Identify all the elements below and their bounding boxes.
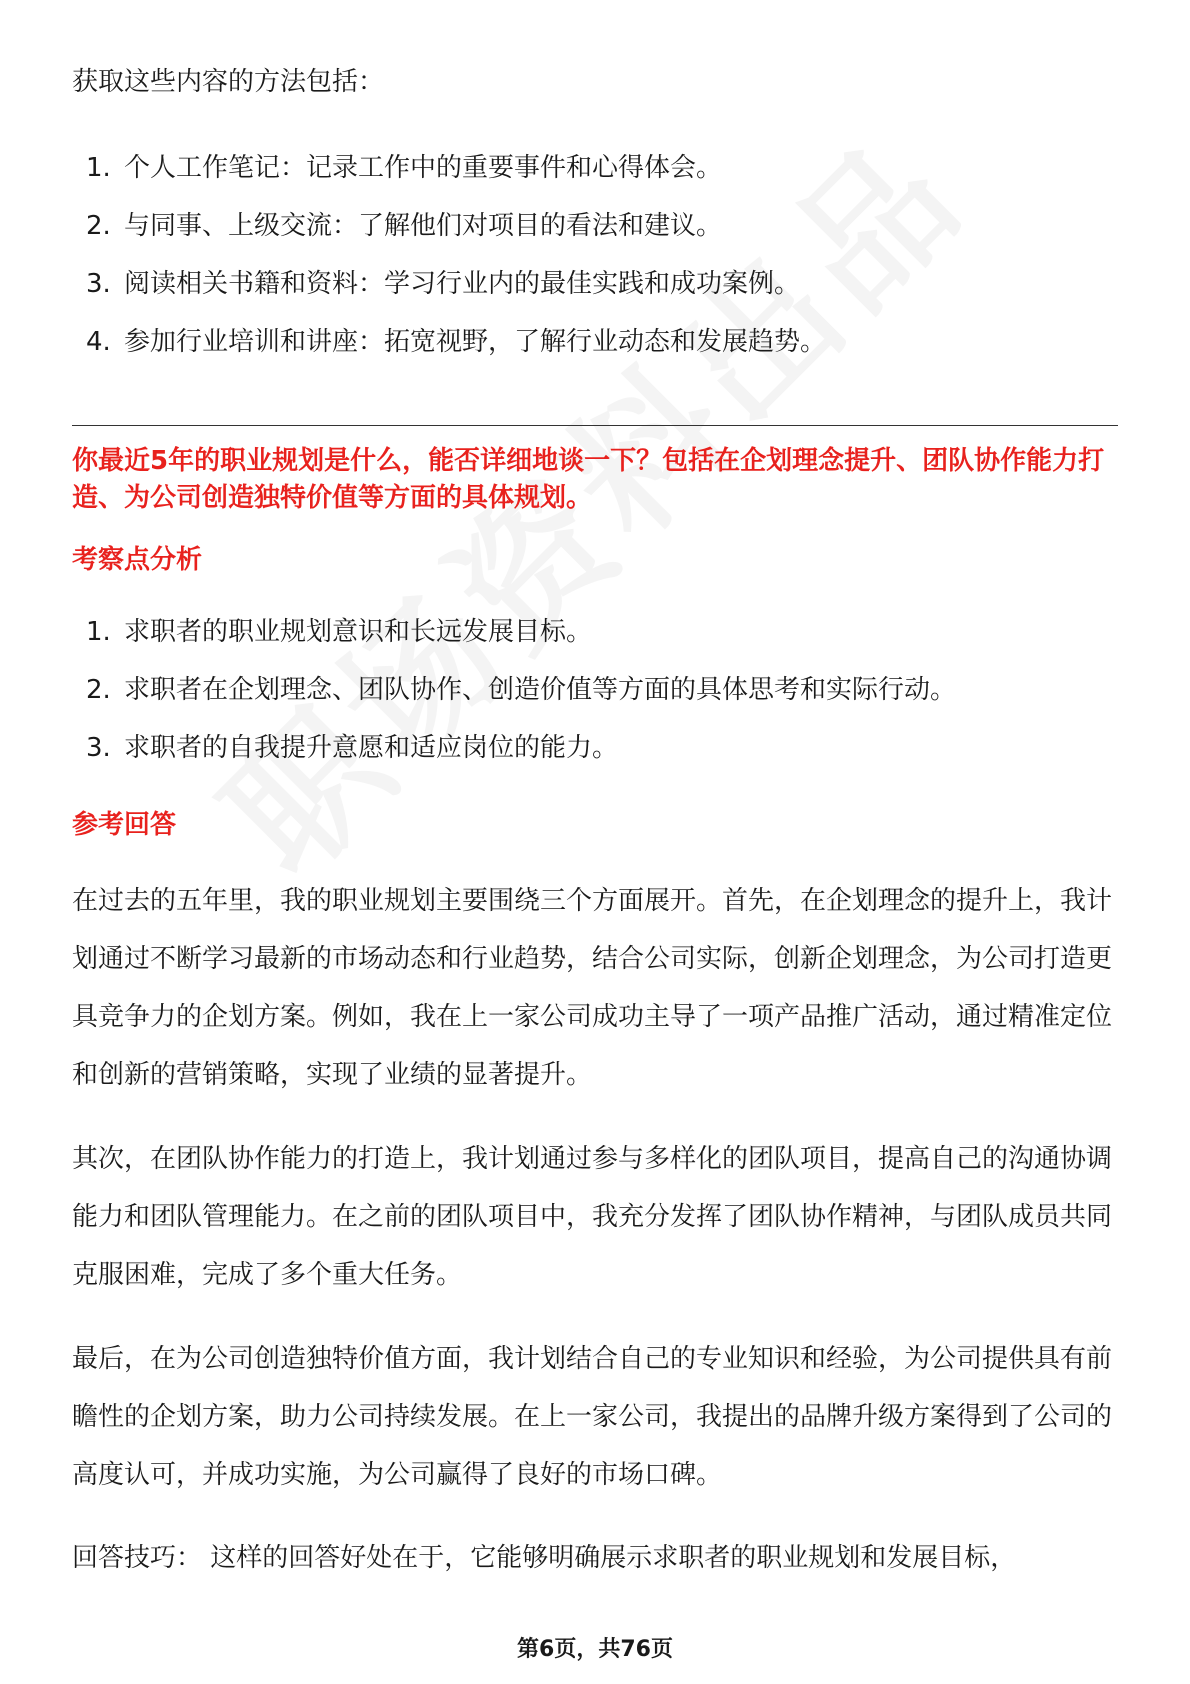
list-item [72, 322, 1118, 380]
page-footer: 第6页，共76页 [517, 1637, 673, 1662]
list-number: 2. [86, 675, 111, 705]
answer-paragraph: 其次，在团队协作能力的打造上，我计划通过参与多样化的团队项目，提高自己的沟通协调能力和团队管理能力。在之前的团队项目中，我充分发挥了团队协作精神，与团队成员共同克服困难，完成了多个重大任务。 [72, 1144, 1113, 1290]
answer-paragraph: 最后，在为公司创造独特价值方面，我计划结合自己的专业知识和经验，为公司提供具有前瞻性的企划方案，助力公司持续发展。在上一家公司，我提出的品牌升级方案得到了公司的高度认可，并成功实施，为公司赢得了良好的市场口碑。 [72, 1344, 1113, 1490]
analysis-list [72, 612, 1118, 786]
intro-text: 获取这些内容的方法包括： [72, 67, 385, 97]
methods-list [72, 148, 1118, 380]
list-text: 与同事、上级交流：了解他们对项目的看法和建议。 [124, 211, 723, 241]
list-item [72, 264, 1118, 322]
analysis-heading: 考察点分析 [72, 545, 203, 575]
document-page [72, 0, 1118, 1684]
list-item [72, 612, 1118, 670]
list-number: 4. [86, 327, 111, 357]
list-number: 3. [86, 269, 111, 299]
list-item [72, 148, 1118, 206]
list-number: 1. [86, 153, 111, 183]
list-text: 求职者在企划理念、团队协作、创造价值等方面的具体思考和实际行动。 [124, 675, 957, 705]
list-text: 阅读相关书籍和资料：学习行业内的最佳实践和成功案例。 [124, 269, 801, 299]
list-text: 求职者的自我提升意愿和适应岗位的能力。 [124, 733, 619, 763]
section-divider [72, 425, 1118, 426]
answer-tip: 回答技巧： 这样的回答好处在于，它能够明确展示求职者的职业规划和发展目标， [72, 1543, 1017, 1573]
list-item [72, 206, 1118, 264]
list-text: 参加行业培训和讲座：拓宽视野，了解行业动态和发展趋势。 [124, 327, 827, 357]
list-text: 个人工作笔记：记录工作中的重要事件和心得体会。 [124, 153, 723, 183]
question-heading: 你最近5年的职业规划是什么，能否详细地谈一下？包括在企划理念提升、团队协作能力打造、为公司创造独特价值等方面的具体规划。 [72, 446, 1105, 513]
list-number: 3. [86, 733, 111, 763]
list-text: 求职者的职业规划意识和长远发展目标。 [124, 617, 593, 647]
list-number: 2. [86, 211, 111, 241]
answer-heading: 参考回答 [72, 810, 177, 840]
list-item [72, 670, 1118, 728]
list-item [72, 728, 1118, 786]
answer-paragraph: 在过去的五年里，我的职业规划主要围绕三个方面展开。首先，在企划理念的提升上，我计划通过不断学习最新的市场动态和行业趋势，结合公司实际，创新企划理念，为公司打造更具竞争力的企划方案。例如，我在上一家公司成功主导了一项产品推广活动，通过精准定位和创新的营销策略，实现了业绩的显著提升。 [72, 886, 1113, 1090]
list-number: 1. [86, 617, 111, 647]
